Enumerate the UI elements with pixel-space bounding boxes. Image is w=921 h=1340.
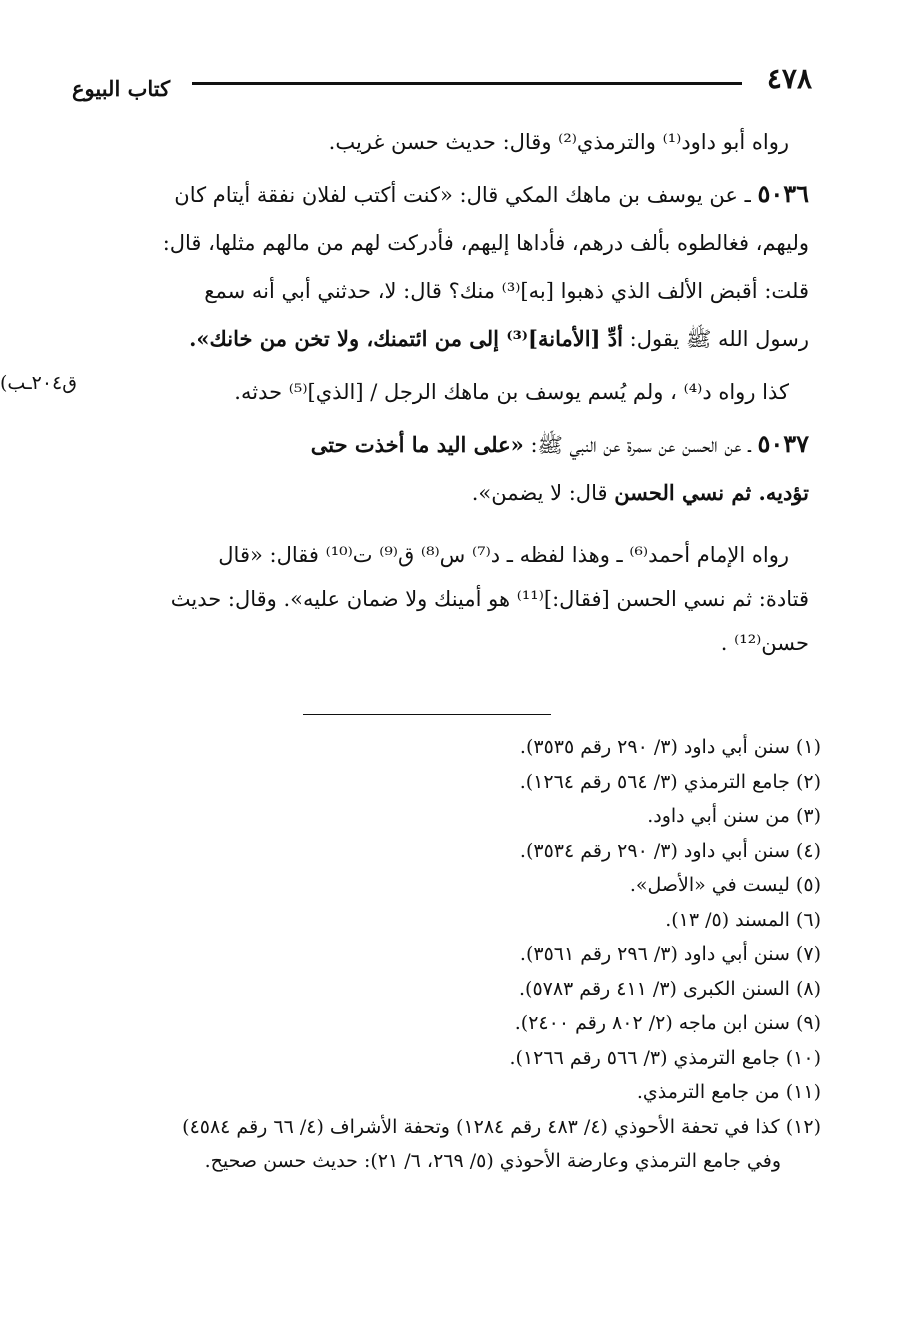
hadith-text: قال: لا يضمن».	[471, 481, 615, 505]
text-line	[74, 420, 809, 469]
footnote-item: (٥) ليست في «الأصل».	[629, 874, 821, 896]
footnote-item: (١١) من جامع الترمذي.	[636, 1081, 821, 1103]
text-line: كذا رواه د⁽⁴⁾ ، ولم يُسم يوسف بن ماهك الرجل / [الذي]⁽⁵⁾ حدثه.	[234, 380, 789, 404]
hadith-text: ـ عن الحسن عن سمرة عن النبي ﷺ:	[523, 433, 751, 457]
hadith-5037	[74, 420, 809, 517]
text-line: قلت: أقبض الألف الذي ذهبوا [به]⁽³⁾ منك؟ قال: لا، حدثني أبي أنه سمع	[204, 279, 809, 303]
footnotes	[81, 730, 821, 1179]
footnote-continuation: وفي جامع الترمذي وعارضة الأحوذي (٥/ ٢٦٩، ٦/ ٢١): حديث حسن صحيح.	[204, 1150, 781, 1172]
paragraph-narration-2	[74, 370, 809, 414]
footnote-item: (١٢) كذا في تحفة الأحوذي (٤/ ٤٨٣ رقم ١٢٨٤) وتحفة الأشراف (٤/ ٦٦ رقم ٤٥٨٤)	[182, 1115, 821, 1138]
hadith-text: رسول الله ﷺ يقول:	[622, 327, 809, 351]
paragraph-narration-1	[74, 120, 809, 164]
book-title: كتاب البيوع	[72, 76, 171, 101]
text-line: وليهم، فغالطوه بألف درهم، فأداها إليهم، فأدركت لهم من مالهم مثلها، قال:	[162, 231, 809, 255]
text-line: رواه الإمام أحمد⁽⁶⁾ ـ وهذا لفظه ـ د⁽⁷⁾ س⁽⁸⁾ ق⁽⁹⁾ ت⁽¹⁰⁾ فقال: «قال	[218, 543, 789, 567]
hadith-quote: تؤديه. ثم نسي الحسن	[614, 480, 809, 505]
footnote-item: (٨) السنن الكبرى (٣/ ٤١١ رقم ٥٧٨٣).	[518, 977, 821, 1000]
footnote-item: (٧) سنن أبي داود (٣/ ٢٩٦ رقم ٣٥٦١).	[519, 943, 821, 965]
footnote-item: (١٠) جامع الترمذي (٣/ ٥٦٦ رقم ١٢٦٦).	[509, 1046, 821, 1069]
page-header	[72, 62, 812, 112]
footnote-item: (٢) جامع الترمذي (٣/ ٥٦٤ رقم ١٢٦٤).	[519, 770, 821, 793]
text-line	[74, 315, 809, 363]
text-line: حسن⁽¹²⁾ .	[720, 631, 809, 655]
text-line	[74, 469, 809, 517]
footnote-item: (١) سنن أبي داود (٣/ ٢٩٠ رقم ٣٥٣٥).	[519, 736, 821, 758]
text-line: قتادة: ثم نسي الحسن [فقال:]⁽¹¹⁾ هو أمينك ولا ضمان عليه». وقال: حديث	[170, 587, 809, 611]
footnote-item: (٦) المسند (٥/ ١٣).	[665, 908, 821, 931]
footnote-item: (٤) سنن أبي داود (٣/ ٢٩٠ رقم ٣٥٣٤).	[519, 839, 821, 862]
footnote-item: (٣) من سنن أبي داود.	[647, 805, 821, 827]
hadith-quote: «على اليد ما أخذت حتى	[310, 432, 524, 457]
text-line: رواه أبو داود⁽¹⁾ والترمذي⁽²⁾ وقال: حديث حسن غريب.	[328, 130, 789, 154]
footnote-item: (٩) سنن ابن ماجه (٢/ ٨٠٢ رقم ٢٤٠٠).	[514, 1012, 821, 1034]
hadith-text: ـ عن يوسف بن ماهك المكي قال: «كنت أكتب لفلان نفقة أيتام كان	[174, 183, 751, 207]
manuscript-margin-note: ق٢٠٤ـب)	[0, 372, 78, 394]
hadith-number: ٥٠٣٦	[757, 179, 809, 208]
page-number: ٤٧٨	[766, 62, 812, 95]
hadith-number: ٥٠٣٧	[757, 429, 809, 458]
paragraph-narration-3	[74, 533, 809, 665]
hadith-5036	[74, 170, 809, 363]
hadith-quote: أدِّ [الأمانة]⁽³⁾ إلى من ائتمنك، ولا تخن من خانك».	[189, 326, 623, 351]
header-rule	[192, 82, 742, 85]
text-line	[74, 170, 809, 219]
footnote-separator	[303, 714, 551, 715]
